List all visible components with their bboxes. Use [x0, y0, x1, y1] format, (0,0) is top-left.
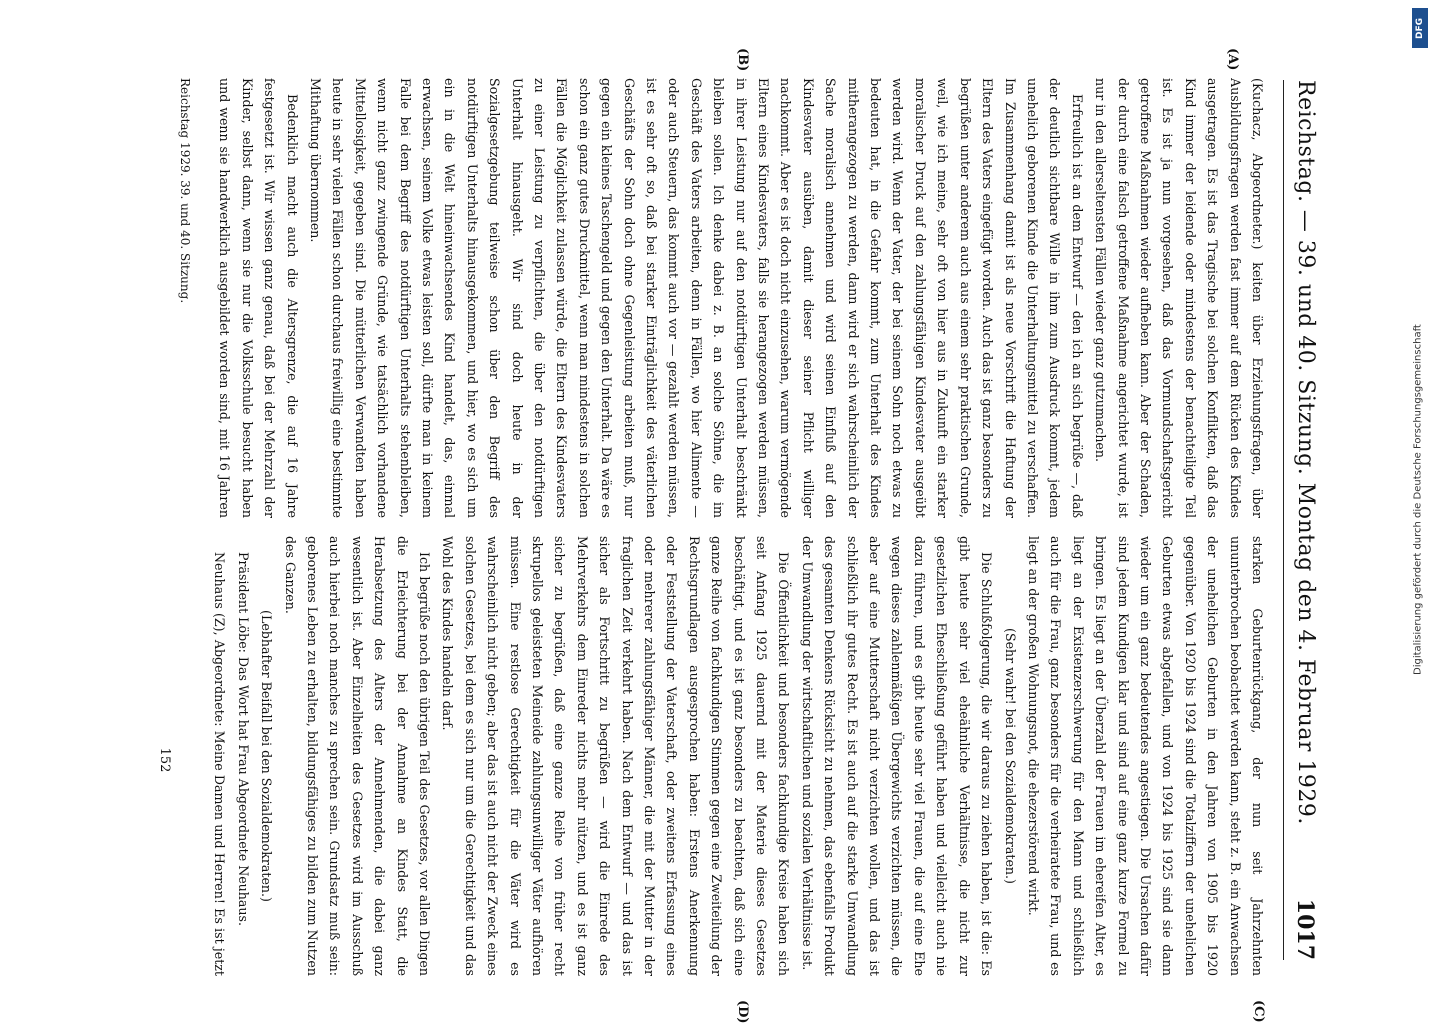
running-header: Reichstag. — 39. und 40. Sitzung. Montag den 4. Februar 1929. [1293, 80, 1318, 825]
footer-signature: Reichstag 1929. 39. und 40. Sitzung. [178, 78, 192, 304]
paragraph: Die Öffentlichkeit und besonders fachkundige Kreise haben sich seit Anfang 1925 dauernd mit der Materie dieses Gesetzes beschäftigt, und es ist ganz besonders zu beachten, daß sich eine ganze Reihe von fachkundigen Stimmen gegen eine Zweiteilung der Rechtsgrundlagen ausgesprochen haben: Erstens Anerkennung oder Feststellung der Vaterschaft, oder zweitens Erfassung eines oder mehrerer zahlungsfähiger Männer, die mit der Mutter in der fraglichen Zeit verkehrt haben. Nach dem Entwurf — und das ist sicher als Fortschritt zu begrüßen — wird die Einrede des Mehrverkehrs dem Einreder nichts mehr nützen, und es ist ganz sicher zu begrüßen, daß eine ganze Reihe von früher recht skrupellos geleisteten Meineide zahlungsunwilliger Väter aufhören müssen. Eine restlose Gerechtigkeit für die Väter wird es wahrscheinlich nicht geben; aber das ist auch nicht der Zweck eines solchen Gesetzes, bei dem es sich nur um die Gerechtigkeit und das Wohl des Kindes handeln darf. [440, 536, 792, 976]
paragraph: starken Geburtenrückgang, der nun seit Jahrzehnten ununterbrochen beobachtet werden kann, steht z. B. ein Anwachsen der unehelichen Geburten in den Jahren von 1905 bis 1920 gegenüber. Von 1920 bis 1924 sind die Totalziffern der unehelichen Geburten etwas abgefallen, und von 1924 bis 1925 sind sie dann wieder um ein ganz bedeutendes angestiegen. Die Ursachen dafür sind jedem Kundigen klar und sind auf eine ganz kurze Formel zu bringen. Es liegt an der Überzahl der Frauen im ehereifen Alter, es liegt an der Existenzerschwerung für den Mann und schließlich auch für die Frau, ganz besonders für die verheiratete Frau, und es liegt an der großen Wohnungsnot, die ehezerstörend wirkt. [1025, 536, 1265, 976]
margin-marker-b: (B) [735, 48, 750, 72]
paragraph: Die Schlußfolgerung, die wir daraus zu ziehen haben, ist die: Es gibt heute sehr viel eheähnliche Verhältnisse, die nicht zur gesetzlichen Eheschließung geführt haben und vielleicht auch nie dazu führen, und es gibt heute sehr viel Frauen, die auf eine Ehe wegen dieses zahlenmäßigen Übergewichts verzichten müssen, die aber auf eine Mutterschaft nicht verzichten wollen, und das ist schließlich ihr gutes Recht. Es ist auch auf die starke Umwandlung des gesamten Denkens Rücksicht zu nehmen, das ebenfalls Produkt der Umwandlung der wirtschaftlichen und sozialen Verhältnisse ist. [799, 536, 995, 976]
speaker-line: Präsident Löbe: Das Wort hat Frau Abgeordnete Neuhaus. [235, 552, 251, 926]
margin-marker-c: (C) [1251, 1000, 1266, 1023]
paragraph: Bedenklich macht auch die Altersgrenze, die auf 16 Jahre festgesetzt ist. Wir wissen ganz genau, daß bei der Mehrzahl der Kinder, selbst dann, wenn sie nur die Volksschule besucht haben und wenn sie handwerklich ausgebildet worden sind, mit 16 Jahren [217, 78, 300, 518]
text-column-left [208, 78, 1268, 518]
header-rule [1283, 80, 1284, 960]
interjection: (Lebhafter Beifall bei den Sozialdemokraten.) [259, 610, 275, 902]
text-column-right [208, 536, 1268, 976]
interjection: (Sehr wahr! bei den Sozialdemokraten.) [1002, 628, 1018, 884]
margin-marker-d: (D) [735, 1000, 750, 1024]
paragraph: Erfreulich ist an dem Entwurf — den ich an sich begrüße —, daß der deutlich sichtbare Wille in ihm zum Ausdruck kommt, jedem unehelich geborenen Kinde die Unterhaltungsmittel zu verschaffen. Im Zusammenhang damit ist als neue Vorschrift die Haftung der Eltern des Vaters eingefügt worden. Auch das ist ganz besonders zu begrüßen unter anderem auch aus einem sehr praktischen Grunde, weil, wie ich meine, sehr oft von hier aus in Zukunft ein starker moralischer Druck auf den zahlungsfähigen Kindesvater ausgeübt werden wird. Wenn der Vater, der bei seinem Sohn noch etwas zu bedeuten hat, in die Gefahr kommt, zum Unterhalt des Kindes mitherangezogen zu werden, dann wird er sich wahrscheinlich der Sache moralisch annehmen und wird seinen Einfluß auf den Kindesvater ausüben, damit dieser seiner Pflicht williger nachkommt. Aber es ist doch nicht einzusehen, warum vermögende Eltern eines Kindesvaters, falls sie herangezogen werden müssen, in ihrer Leistung nur auf den notdürftigen Unterhalt beschränkt bleiben sollen. Ich denke dabei z. B. an solche Söhne, die im Geschäft des Vaters arbeiten, denn in Fällen, wo hier Alimente — oder auch Steuern, das kommt auch vor — gezahlt werden müssen, ist es sehr oft so, daß bei starker Einträglichkeit des väterlichen Geschäfts der Sohn doch ohne Gegenleistung arbeiten muß, nur gegen ein kleines Taschengeld und gegen den Unterhalt. Da wäre es schon ein ganz gutes Druckmittel, wenn man mindestens in solchen Fällen die Möglichkeit zulassen würde, die Eltern des Kindesvaters zu einer Leistung zu verpflichten, die über den notdürftigen Unterhalt hinausgeht. Wir sind doch heute in der Sozialgesetzgebung teilweise schon über den Begriff des notdürftigen Unterhalts hinausgekommen, und hier, wo es sich um ein in die Welt hineinwachsendes Kind handelt, das, einmal erwachsen, seinem Volke etwas leisten soll, dürfte man in keinem Falle bei dem Begriff des notdürftigen Unterhalts stehenbleiben, wenn nicht ganz zwingende Gründe, wie tatsächlich vorhandene Mittellosigkeit, gegeben sind. Die mütterlichen Verwandten haben heute in sehr vielen Fällen schon durchaus freiwillig eine bestimmte Mithaftung übernommen. [307, 78, 1085, 518]
paragraph: Neuhaus (Z), Abgeordnete: Meine Damen und Herren! Es ist jetzt [212, 552, 228, 976]
sheet-number: 152 [157, 747, 172, 773]
digitization-note: Digitalisierung gefördert durch die Deutsche Forschungsgemeinschaft [1412, 324, 1424, 676]
paragraph: Ich begrüße noch den übrigen Teil des Gesetzes, vor allen Dingen die Erleichterung bei der Annahme an Kindes Statt, die Herabsetzung des Alters der Annehmenden, die dabei ganz wesentlich ist. Aber Einzelheiten des Gesetzes wird im Ausschuß auch hierbei noch manches zu sprechen sein. Grundsatz muß sein: geborenes Leben zu erhalten, bildungsfähiges zu bilden zum Nutzen des Ganzen. [282, 536, 432, 976]
page-number: 1017 [1292, 898, 1318, 960]
margin-marker-a: (A) [1225, 48, 1240, 71]
paragraph: (Kuchacz, Abgeordneter.) keiten über Erziehungsfragen, über Ausbildungsfragen werden fast immer auf dem Rücken des Kindes ausgetragen. Es ist das Tragische bei solchen Konflikten, daß das Kind immer der leidende oder mindestens der benachteiligte Teil ist. Es ist ja nun vorgesehen, daß das Vormundschaftsgericht getroffene Maßnahmen wieder aufheben kann. Aber der Schaden, der durch eine falsch getroffene Maßnahme angerichtet wurde, ist nur in den allerseltensten Fällen wieder ganz gutzumachen. [1093, 78, 1265, 518]
page-header [1276, 40, 1332, 960]
dfg-logo: DFG [1412, 8, 1428, 48]
